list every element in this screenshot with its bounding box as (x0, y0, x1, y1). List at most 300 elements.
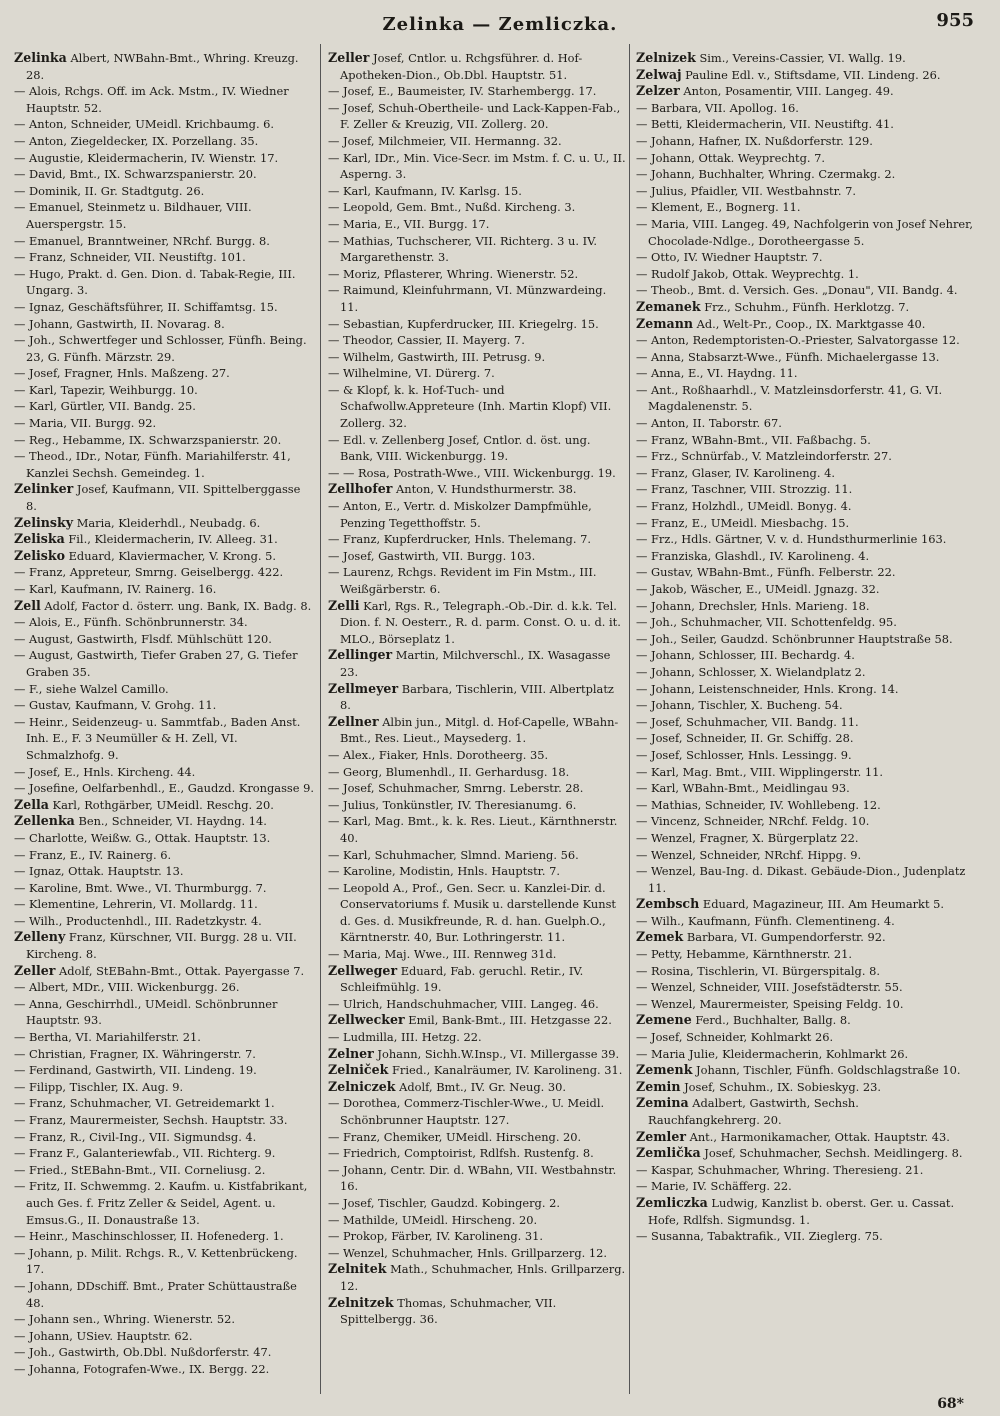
directory-entry (328, 216, 626, 233)
entry-text: Albert, NWBahn-Bmt., Whring. Kreuzg. 28. (26, 51, 299, 82)
directory-entry (14, 1361, 314, 1378)
directory-entry (636, 349, 974, 366)
entry-text: — Johann, Gastwirth, II. Novarag. 8. (14, 316, 225, 331)
entry-text: — Sebastian, Kupferdrucker, III. Kriegelrg. 15. (328, 316, 599, 331)
entry-text: — Maria, Maj. Wwe., III. Rennweg 31d. (328, 947, 557, 962)
entry-text: — Heinr., Maschinschlosser, II. Hofenederg. 1. (14, 1229, 284, 1244)
entry-text: — Josef, Fragner, Hnls. Maßzeng. 27. (14, 366, 230, 381)
entry-text: — Albert, MDr., VIII. Wickenburgg. 26. (14, 980, 240, 995)
directory-entry (14, 432, 314, 449)
directory-entry (14, 764, 314, 781)
directory-entry (14, 1145, 314, 1162)
directory-entry (636, 116, 974, 133)
entry-surname: Zemler (636, 1128, 686, 1144)
directory-entry (636, 515, 974, 532)
directory-entry (14, 515, 314, 532)
directory-entry (14, 548, 314, 565)
directory-entry (14, 797, 314, 814)
directory-entry (636, 1029, 974, 1046)
entry-text: Barbara, VI. Gumpendorferstr. 92. (683, 930, 886, 945)
entry-text: Barbara, Tischlerin, VIII. Albertplatz 8. (340, 681, 614, 713)
entry-text: — Josef, Gastwirth, VII. Burgg. 103. (328, 548, 536, 563)
directory-entry (328, 747, 626, 764)
directory-entry (636, 631, 974, 648)
entry-text: Eduard, Fab. geruchl. Retir., IV. Schleifmühlg. 19. (340, 963, 584, 995)
entry-text: Eduard, Klaviermacher, V. Krong. 5. (65, 548, 277, 563)
directory-entry (636, 697, 974, 714)
entry-text: — F., siehe Walzel Camillo. (14, 681, 169, 696)
directory-entry (636, 216, 974, 249)
entry-text: — Wenzel, Maurermeister, Speising Feldg. 10. (636, 996, 904, 1011)
entry-text: — Franz F., Galanteriewfab., VII. Richterg. 9. (14, 1146, 276, 1161)
entry-text: Franz, Kürschner, VII. Burgg. 28 u. VII. Kircheng. 8. (26, 930, 297, 962)
entry-text: — Anton, E., Vertr. d. Miskolzer Dampfmühle, Penzing Tegetthoffstr. 5. (328, 499, 592, 530)
entry-text: — Johann, Tischler, X. Bucheng. 54. (636, 698, 843, 713)
entry-text: Ad., Welt-Pr., Coop., IX. Marktgasse 40. (693, 316, 926, 331)
entry-surname: Zelisko (14, 547, 65, 563)
entry-text: Frz., Schuhm., Fünfh. Herklotzg. 7. (700, 299, 910, 314)
directory-entry (14, 1344, 314, 1361)
entry-text: — Edl. v. Zellenberg Josef, Cntlor. d. öst. ung. Bank, VIII. Wickenburgg. 19. (328, 432, 591, 464)
directory-entry (328, 598, 626, 648)
entry-text: — Karoline, Modistin, Hnls. Hauptstr. 7. (328, 864, 560, 879)
directory-entry (14, 50, 314, 83)
entry-text: — Leopold A., Prof., Gen. Secr. u. Kanzlei-Dir. d. Conservatoriums f. Musik u. darstellende Kunst d. Ges. d. Musikfreunde, R. d. han. Guelph.O., Kärntnerstr. 40, Bur. Lothringerstr. 11. (328, 880, 616, 945)
entry-text: — Johann, DDschiff. Bmt., Prater Schüttaustraße 48. (14, 1278, 297, 1310)
entry-text: — Ulrich, Handschuhmacher, VIII. Langeg. 46. (328, 996, 599, 1011)
column-2 (328, 50, 626, 1390)
entry-text: — Karl, Gürtler, VII. Bandg. 25. (14, 399, 196, 414)
directory-entry (328, 1162, 626, 1195)
entry-text: — Wenzel, Fragner, X. Bürgerplatz 22. (636, 830, 859, 845)
entry-text: Ant., Harmonikamacher, Ottak. Hauptstr. 43. (685, 1129, 950, 1144)
directory-entry (14, 199, 314, 232)
directory-entry (636, 946, 974, 963)
directory-entry (14, 448, 314, 481)
directory-entry (636, 382, 974, 415)
column-1 (14, 50, 314, 1390)
entry-text: — Klement, E., Bognerg. 11. (636, 200, 801, 215)
directory-entry (636, 1129, 974, 1146)
directory-entry (14, 398, 314, 415)
entry-text: Adolf, StEBahn-Bmt., Ottak. Payergasse 7. (55, 963, 305, 978)
directory-entry (636, 1012, 974, 1029)
directory-entry (636, 1228, 974, 1245)
directory-entry (636, 963, 974, 980)
directory-entry (14, 1228, 314, 1245)
directory-entry (636, 1162, 974, 1179)
entry-text: — Johann, Buchhalter, Whring. Czermakg. 2. (636, 167, 896, 182)
directory-entry (14, 963, 314, 980)
entry-text: — Johann, Hafner, IX. Nußdorferstr. 129. (636, 133, 873, 148)
entry-text: Fil., Kleidermacherin, IV. Alleeg. 31. (64, 532, 278, 547)
entry-surname: Zeller (328, 50, 370, 65)
entry-text: — Anna, Geschirrhdl., UMeidl. Schönbrunner Hauptstr. 93. (14, 996, 278, 1028)
entry-text: — Wenzel, Schuhmacher, Hnls. Grillparzerg. 12. (328, 1245, 608, 1260)
directory-entry (636, 714, 974, 731)
entry-text: — Johann, Schlosser, III. Bechardg. 4. (636, 648, 855, 663)
entry-text: — & Klopf, k. k. Hof-Tuch- und Schafwollw.Appreteure (Inh. Martin Klopf) VII. Zollerg. 32. (328, 382, 612, 431)
directory-entry (14, 133, 314, 150)
directory-entry (636, 863, 974, 896)
entry-text: — Franz, Glaser, IV. Karolineng. 4. (636, 465, 835, 480)
entry-text: — Josef, Schlosser, Hnls. Lessingg. 9. (636, 747, 852, 762)
directory-entry (14, 1311, 314, 1328)
entry-text: — Wenzel, Schneider, VIII. Josefstädterstr. 55. (636, 980, 903, 995)
directory-entry (636, 199, 974, 216)
directory-entry (636, 531, 974, 548)
directory-entry (328, 183, 626, 200)
directory-entry (636, 647, 974, 664)
directory-entry (328, 564, 626, 597)
entry-text: — Julius, Pfaidler, VII. Westbahnstr. 7. (636, 183, 856, 198)
entry-text: — Klementine, Lehrerin, VI. Mollardg. 11. (14, 897, 258, 912)
directory-entry (636, 1145, 974, 1162)
entry-text: — Wenzel, Schneider, NRchf. Hippg. 9. (636, 847, 862, 862)
directory-entry (328, 199, 626, 216)
entry-text: — Franz, Schneider, VII. Neustiftg. 101. (14, 250, 246, 265)
entry-text: — Franz, E., IV. Rainerg. 6. (14, 847, 172, 862)
entry-surname: Zemek (636, 929, 684, 945)
entry-surname: Zelli (328, 597, 360, 613)
entry-text: — Wilhelm, Gastwirth, III. Petrusg. 9. (328, 349, 546, 364)
directory-entry (328, 481, 626, 498)
directory-entry (14, 299, 314, 316)
entry-text: — Johann, Ottak. Weyprechtg. 7. (636, 150, 826, 165)
directory-entry (328, 316, 626, 333)
directory-entry (14, 780, 314, 797)
entry-surname: Zelner (328, 1045, 374, 1061)
directory-entry (636, 150, 974, 167)
entry-text: Adolf, Factor d. österr. ung. Bank, IX. Badg. 8. (40, 598, 312, 613)
directory-entry (636, 1095, 974, 1128)
directory-entry (14, 83, 314, 116)
entry-text: — Filipp, Tischler, IX. Aug. 9. (14, 1079, 184, 1094)
directory-entry (636, 564, 974, 581)
directory-entry (636, 913, 974, 930)
entry-text: — David, Bmt., IX. Schwarzspanierstr. 20. (14, 167, 257, 182)
entry-text: — Karl, Kaufmann, IV. Rainerg. 16. (14, 582, 217, 596)
directory-entry (328, 681, 626, 714)
directory-entry (14, 116, 314, 133)
directory-entry (14, 1062, 314, 1079)
entry-text: Johann, Tischler, Fünfh. Goldschlagstraße 10. (692, 1063, 961, 1078)
entry-surname: Zelniczek (328, 1078, 396, 1094)
column-3 (636, 50, 974, 1390)
directory-entry (14, 1079, 314, 1096)
directory-entry (14, 415, 314, 432)
directory-entry (328, 531, 626, 548)
entry-surname: Zemann (636, 315, 694, 331)
entry-text: — Rosina, Tischlerin, VI. Bürgerspitalg. 8. (636, 963, 880, 978)
directory-entry (636, 332, 974, 349)
directory-entry (636, 266, 974, 283)
directory-entry (328, 847, 626, 864)
entry-text: — Ignaz, Ottak. Hauptstr. 13. (14, 864, 184, 879)
entry-text: — Theod., IDr., Notar, Fünfh. Mariahilferstr. 41, Kanzlei Sechsh. Gemeindeg. 1. (14, 449, 291, 480)
directory-entry (636, 432, 974, 449)
entry-text: — Anton, Ziegeldecker, IX. Porzellang. 35. (14, 133, 259, 148)
directory-entry (328, 1212, 626, 1229)
entry-text: — Josef, Schneider, II. Gr. Schiffg. 28. (636, 731, 854, 746)
directory-entry (14, 150, 314, 167)
directory-entry (636, 316, 974, 333)
entry-text: — Karl, Kaufmann, IV. Karlsg. 15. (328, 183, 522, 198)
entry-surname: Zelzer (636, 83, 680, 99)
entry-text: Josef, Schuhm., IX. Sobieskyg. 23. (680, 1079, 882, 1094)
entry-surname: Zellmeyer (328, 680, 399, 696)
entry-text: — Franz, Schuhmacher, VI. Getreidemarkt 1. (14, 1096, 275, 1111)
entry-text: — Anton, Schneider, UMeidl. Krichbaumg. 6. (14, 117, 275, 132)
directory-entry (14, 880, 314, 897)
entry-text: — Karoline, Bmt. Wwe., VI. Thurmburgg. 7. (14, 880, 267, 895)
entry-text: — Alois, Rchgs. Off. im Ack. Mstm., IV. Wiedner Hauptstr. 52. (14, 84, 289, 115)
entry-text: — Julius, Tonkünstler, IV. Theresianumg. 6. (328, 797, 577, 812)
directory-entry (14, 830, 314, 847)
entry-surname: Zemlička (636, 1145, 701, 1161)
entry-surname: Zemanek (636, 298, 701, 314)
entry-text: — Franz, WBahn-Bmt., VII. Faßbachg. 5. (636, 432, 871, 447)
directory-entry (636, 548, 974, 565)
signature-mark: 68* (937, 1396, 964, 1412)
entry-surname: Zelinka (14, 50, 67, 65)
entry-surname: Zelnitzek (328, 1294, 394, 1310)
entry-text: — Johanna, Fotografen-Wwe., IX. Bergg. 22. (14, 1361, 270, 1376)
directory-entry (636, 830, 974, 847)
directory-entry (14, 996, 314, 1029)
entry-text: — Franz, Appreteur, Smrng. Geiselbergg. 422. (14, 565, 284, 580)
entry-text: Thomas, Schuhmacher, VII. Spittelbergg. 36. (340, 1295, 557, 1327)
directory-entry (328, 349, 626, 366)
entry-text: — Franz, Kupferdrucker, Hnls. Thelemang. 7. (328, 532, 591, 547)
entry-text: — Franz, E., UMeidl. Miesbachg. 15. (636, 515, 850, 530)
entry-text: — Johann, Centr. Dir. d. WBahn, VII. Westbahnstr. 16. (328, 1162, 617, 1194)
entry-surname: Zeliska (14, 531, 65, 547)
entry-text: — Johann, Drechsler, Hnls. Marieng. 18. (636, 598, 870, 613)
entry-text: — Josef, Schneider, Kohlmarkt 26. (636, 1030, 834, 1045)
directory-entry (636, 249, 974, 266)
entry-text: — Reg., Hebamme, IX. Schwarzspanierstr. 20. (14, 432, 282, 447)
entry-surname: Zemenk (636, 1062, 693, 1078)
entry-surname: Zella (14, 796, 49, 812)
entry-text: — Kaspar, Schuhmacher, Whring. Theresieng. 21. (636, 1162, 924, 1177)
directory-entry (14, 631, 314, 648)
directory-entry (14, 531, 314, 548)
entry-text: Sim., Vereins-Cassier, VI. Wallg. 19. (695, 51, 906, 65)
entry-surname: Zemliczka (636, 1194, 708, 1210)
entry-surname: Zellwecker (328, 1012, 405, 1028)
entry-text: — August, Gastwirth, Tiefer Graben 27, G. Tiefer Graben 35. (14, 648, 298, 679)
entry-text: Math., Schuhmacher, Hnls. Grillparzerg. 12. (340, 1262, 626, 1293)
entry-text: — Ferdinand, Gastwirth, VII. Lindeng. 19. (14, 1063, 257, 1078)
entry-text: Albin jun., Mitgl. d. Hof-Capelle, WBahn-Bmt., Res. Lieut., Maysederg. 1. (340, 714, 619, 746)
entry-text: — Prokop, Färber, IV. Karolineng. 31. (328, 1229, 544, 1244)
entry-text: — Betti, Kleidermacherin, VII. Neustiftg. 41. (636, 117, 894, 132)
entry-text: — Friedrich, Comptoirist, Rdlfsh. Rustenfg. 8. (328, 1146, 594, 1161)
entry-text: — Augustie, Kleidermacherin, IV. Wienstr. 17. (14, 150, 279, 165)
directory-entry (14, 166, 314, 183)
entry-text: Martin, Milchverschl., IX. Wasagasse 23. (340, 648, 611, 679)
directory-entry (636, 1195, 974, 1228)
entry-text: — Theob., Bmt. d. Versich. Ges. „Donau", VII. Bandg. 4. (636, 283, 958, 298)
entry-text: — Maria, VIII. Langeg. 49, Nachfolgerin von Josef Nehrer, Chocolade-Ndlge., Dorotheergasse 5. (636, 216, 973, 248)
entry-text: Karl, Rothgärber, UMeidl. Reschg. 20. (48, 797, 274, 812)
directory-entry (14, 896, 314, 913)
entry-text: — Maria Julie, Kleidermacherin, Kohlmarkt 26. (636, 1046, 909, 1061)
entry-text: — Wenzel, Bau-Ing. d. Dikast. Gebäude-Dion., Judenplatz 11. (636, 864, 966, 895)
directory-entry (14, 1029, 314, 1046)
directory-entry (636, 681, 974, 698)
entry-text: — Charlotte, Weißw. G., Ottak. Hauptstr. 13. (14, 830, 271, 845)
directory-entry (636, 50, 974, 67)
directory-entry (14, 1245, 314, 1278)
directory-entry (636, 481, 974, 498)
directory-entry (14, 647, 314, 680)
directory-entry (328, 233, 626, 266)
entry-text: — Theodor, Cassier, II. Mayerg. 7. (328, 333, 525, 348)
directory-entry (328, 1261, 626, 1294)
directory-entry (14, 266, 314, 299)
entry-text: — Maria, VII. Burgg. 92. (14, 416, 157, 431)
directory-entry (636, 979, 974, 996)
directory-entry (328, 1195, 626, 1212)
directory-entry (14, 1112, 314, 1129)
directory-entry (636, 664, 974, 681)
entry-text: — Frz., Schnürfab., V. Matzleindorferstr. 27. (636, 449, 892, 464)
directory-entry (328, 1046, 626, 1063)
directory-entry (636, 100, 974, 117)
entry-text: — Johann, p. Milit. Rchgs. R., V. Kettenbrückeng. 17. (14, 1245, 298, 1277)
entry-text: — Anna, E., VI. Haydng. 11. (636, 366, 798, 381)
entry-text: Josef, Kaufmann, VII. Spittelberggasse 8. (26, 482, 301, 514)
directory-entry (328, 1129, 626, 1146)
entry-text: — August, Gastwirth, Flsdf. Mühlschütt 120. (14, 631, 272, 646)
directory-entry (14, 1162, 314, 1179)
directory-entry (328, 498, 626, 531)
page-number: 955 (936, 10, 974, 31)
entry-text: — Mathias, Tuchscherer, VII. Richterg. 3 u. IV. Margarethenstr. 3. (328, 233, 597, 265)
directory-entry (328, 813, 626, 846)
entry-text: Emil, Bank-Bmt., III. Hetzgasse 22. (404, 1013, 612, 1028)
directory-entry (636, 996, 974, 1013)
directory-entry (328, 365, 626, 382)
directory-entry (14, 979, 314, 996)
entry-text: — Joh., Schwertfeger und Schlosser, Fünfh. Being. 23, G. Fünfh. Märzstr. 29. (14, 333, 307, 364)
entry-text: — Johann, USiev. Hauptstr. 62. (14, 1328, 193, 1343)
entry-text: Pauline Edl. v., Stiftsdame, VII. Lindeng. 26. (681, 67, 941, 82)
directory-entry (328, 150, 626, 183)
directory-entry (636, 166, 974, 183)
entry-surname: Zelinsky (14, 514, 74, 530)
directory-entry (14, 681, 314, 698)
directory-entry (14, 813, 314, 830)
directory-entry (636, 83, 974, 100)
page-header (0, 8, 1000, 48)
entry-surname: Zelinker (14, 481, 74, 497)
entry-text: — Josef, Tischler, Gaudzd. Kobingerg. 2. (328, 1195, 560, 1210)
entry-surname: Zellhofer (328, 481, 393, 497)
entry-text: — Christian, Fragner, IX. Währingerstr. 7. (14, 1046, 256, 1061)
directory-entry (14, 316, 314, 333)
entry-text: Karl, Rgs. R., Telegraph.-Ob.-Dir. d. k.k. Tel. Dion. f. N. Oesterr., R. d. parm. Const. O. u. d. it. MLO., Börseplatz 1. (340, 598, 621, 646)
directory-entry (328, 1079, 626, 1096)
entry-text: — Karl, IDr., Min. Vice-Secr. im Mstm. f. C. u. U., II. Asperng. 3. (328, 150, 626, 182)
directory-entry (636, 847, 974, 864)
entry-text: — Johann, Schlosser, X. Wielandplatz 2. (636, 664, 866, 679)
entry-text: — Heinr., Seidenzeug- u. Sammtfab., Baden Anst. Inh. E., F. 3 Neumüller & H. Zell, VI. Schmalzhofg. 9. (14, 714, 301, 762)
entry-text: — Rudolf Jakob, Ottak. Weyprechtg. 1. (636, 266, 859, 281)
entry-text: Anton, V. Hundsthurmerstr. 38. (392, 482, 577, 497)
entry-text: — Raimund, Kleinfuhrmann, VI. Münzwardeing. 11. (328, 283, 607, 314)
entry-text: Fried., Kanalräumer, IV. Karolineng. 31. (388, 1063, 623, 1078)
entry-surname: Zelniček (328, 1062, 389, 1078)
entry-text: — Josef, Schuhmacher, Smrng. Leberstr. 28. (328, 781, 584, 796)
entry-text: — Barbara, VII. Apollog. 16. (636, 100, 799, 115)
directory-entry (636, 929, 974, 946)
directory-entry (636, 813, 974, 830)
directory-entry (636, 67, 974, 84)
directory-entry (14, 249, 314, 266)
entry-text: Ben., Schneider, VI. Haydng. 14. (74, 814, 267, 829)
entry-text: Adalbert, Gastwirth, Sechsh. Rauchfangkehrerg. 20. (648, 1096, 859, 1127)
entry-text: — Franziska, Glashdl., IV. Karolineng. 4. (636, 548, 870, 563)
entry-text: — — Rosa, Postrath-Wwe., VIII. Wickenburgg. 19. (328, 465, 616, 480)
directory-entry (328, 83, 626, 100)
directory-entry (328, 548, 626, 565)
entry-text: Maria, Kleiderhdl., Neubadg. 6. (73, 515, 261, 530)
directory-entry (14, 863, 314, 880)
directory-entry (14, 1095, 314, 1112)
directory-entry (328, 100, 626, 133)
entry-text: — Anton, II. Taborstr. 67. (636, 416, 782, 431)
entry-text: — Vincenz, Schneider, NRchf. Feldg. 10. (636, 814, 870, 829)
directory-entry (636, 780, 974, 797)
directory-entry (14, 847, 314, 864)
directory-entry (636, 764, 974, 781)
entry-text: — Joh., Seiler, Gaudzd. Schönbrunner Hauptstraße 58. (636, 631, 953, 646)
entry-surname: Zelnizek (636, 50, 696, 65)
entry-text: — Moriz, Pflasterer, Whring. Wienerstr. 52. (328, 266, 579, 281)
entry-text: — Josef, Schuh-Obertheile- und Lack-Kappen-Fab., F. Zeller & Kreuzig, VII. Zollerg. 20. (328, 100, 621, 132)
entry-text: — Anton, Redemptoristen-O.-Priester, Salvatorgasse 12. (636, 333, 960, 348)
entry-text: — Marie, IV. Schäfferg. 22. (636, 1179, 792, 1194)
entry-text: — Emanuel, Branntweiner, NRchf. Burgg. 8. (14, 233, 270, 248)
entry-text: — Ignaz, Geschäftsführer, II. Schiffamtsg. 15. (14, 299, 278, 314)
column-rule-1 (320, 44, 321, 1394)
directory-entry (328, 432, 626, 465)
entry-text: — Franz, Taschner, VIII. Strozzig. 11. (636, 482, 853, 497)
directory-entry (14, 581, 314, 598)
entry-text: — Bertha, VI. Mariahilferstr. 21. (14, 1030, 201, 1045)
entry-text: — Leopold, Gem. Bmt., Nußd. Kircheng. 3. (328, 200, 576, 215)
entry-text: — Josef, E., Baumeister, IV. Starhembergg. 17. (328, 84, 597, 99)
entry-text: Anton, Posamentir, VIII. Langeg. 49. (679, 84, 894, 99)
entry-text: — Franz, R., Civil-Ing., VII. Sigmundsg. 4. (14, 1129, 257, 1144)
directory-entry (14, 481, 314, 514)
directory-entry (636, 747, 974, 764)
entry-text: — Susanna, Tabaktrafik., VII. Zieglerg. 75. (636, 1229, 883, 1244)
entry-surname: Zelwaj (636, 66, 682, 82)
entry-surname: Zeller (14, 962, 56, 978)
entry-surname: Zellner (328, 713, 379, 729)
entry-text: — Ludmilla, III. Hetzg. 22. (328, 1030, 482, 1045)
entry-surname: Zemin (636, 1078, 681, 1094)
directory-entry (14, 382, 314, 399)
directory-entry (328, 714, 626, 747)
entry-text: — Fried., StEBahn-Bmt., VII. Corneliusg. 2. (14, 1162, 266, 1177)
directory-entry (636, 415, 974, 432)
entry-text: Eduard, Magazineur, III. Am Heumarkt 5. (699, 897, 945, 912)
